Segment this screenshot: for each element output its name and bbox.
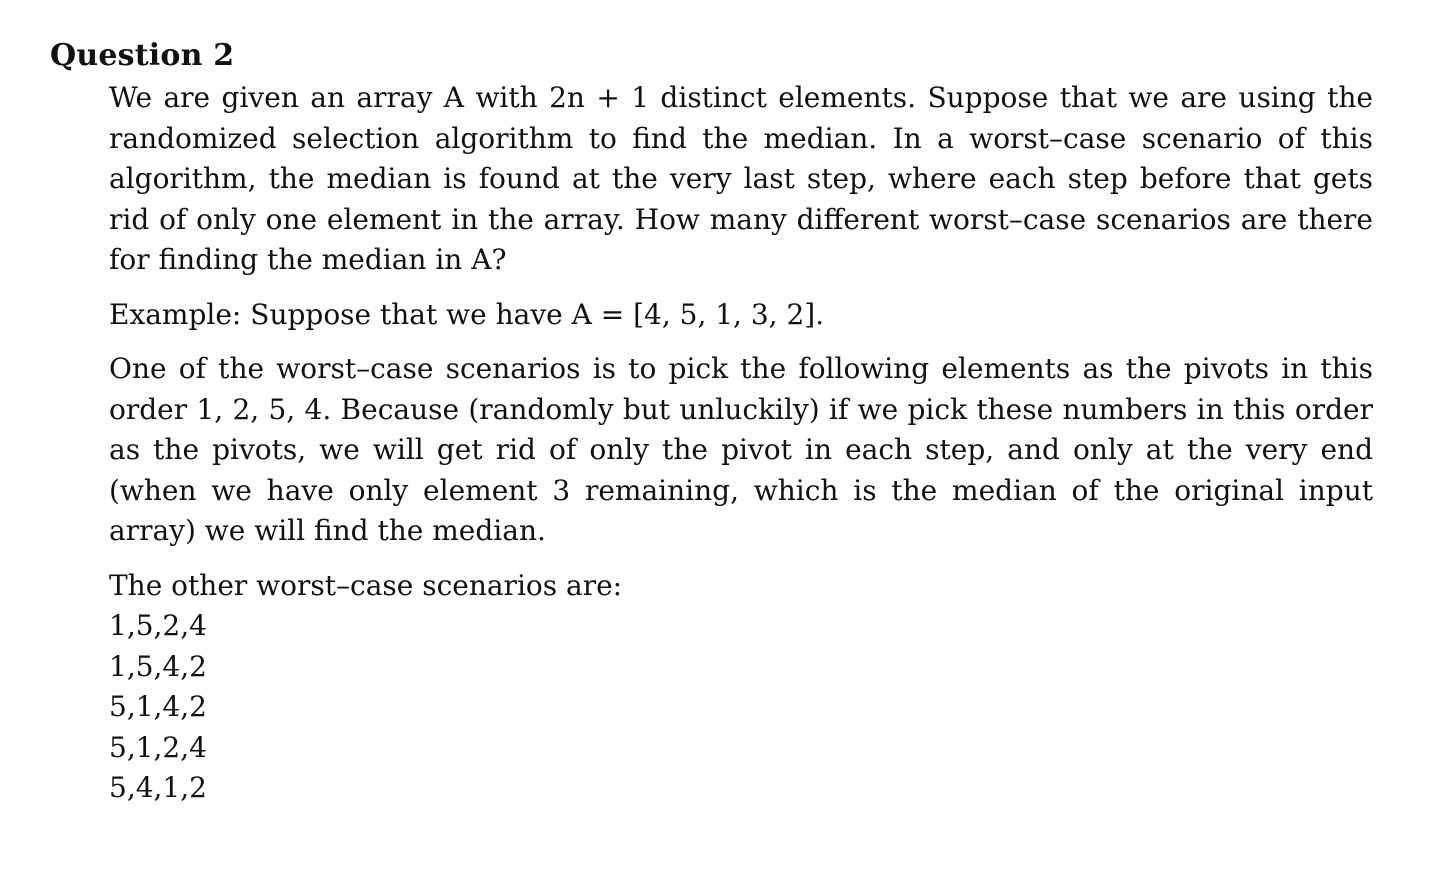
scenarios-intro: The other worst–case scenarios are: (109, 568, 623, 602)
scenario-list (109, 606, 1373, 809)
scenario-item: 5,4,1,2 (109, 771, 207, 804)
question-heading: Question 2 (50, 38, 235, 73)
example-statement: Example: Suppose that we have A = [4, 5, 1, 3, 2]. (109, 297, 825, 331)
scenarios-block (109, 566, 1373, 809)
question-body (109, 78, 1373, 809)
scenario-item: 1,5,2,4 (109, 609, 207, 642)
scenario-item: 1,5,4,2 (109, 649, 207, 683)
example-explanation: One of the worst–case scenarios is to pick the following elements as the pivots in this order 1, 2, 5, 4. Because (randomly but unluckily) if we pick these numbers in this order as the pivots, we will get rid of only the pivot in each step, and only at the very end (when we have only element 3 remaining, which is the median of the original input array) we will find the median. (109, 352, 1373, 547)
problem-statement: We are given an array A with 2n + 1 distinct elements. Suppose that we are using the randomized selection algorithm to find the median. In a worst–case scenario of this algorithm, the median is found at the very last step, where each step before that gets rid of only one element in the array. How many different worst–case scenarios are there for finding the median in A? (109, 81, 1373, 276)
scenario-item: 5,1,2,4 (109, 730, 207, 764)
scenario-item: 5,1,4,2 (109, 690, 207, 723)
